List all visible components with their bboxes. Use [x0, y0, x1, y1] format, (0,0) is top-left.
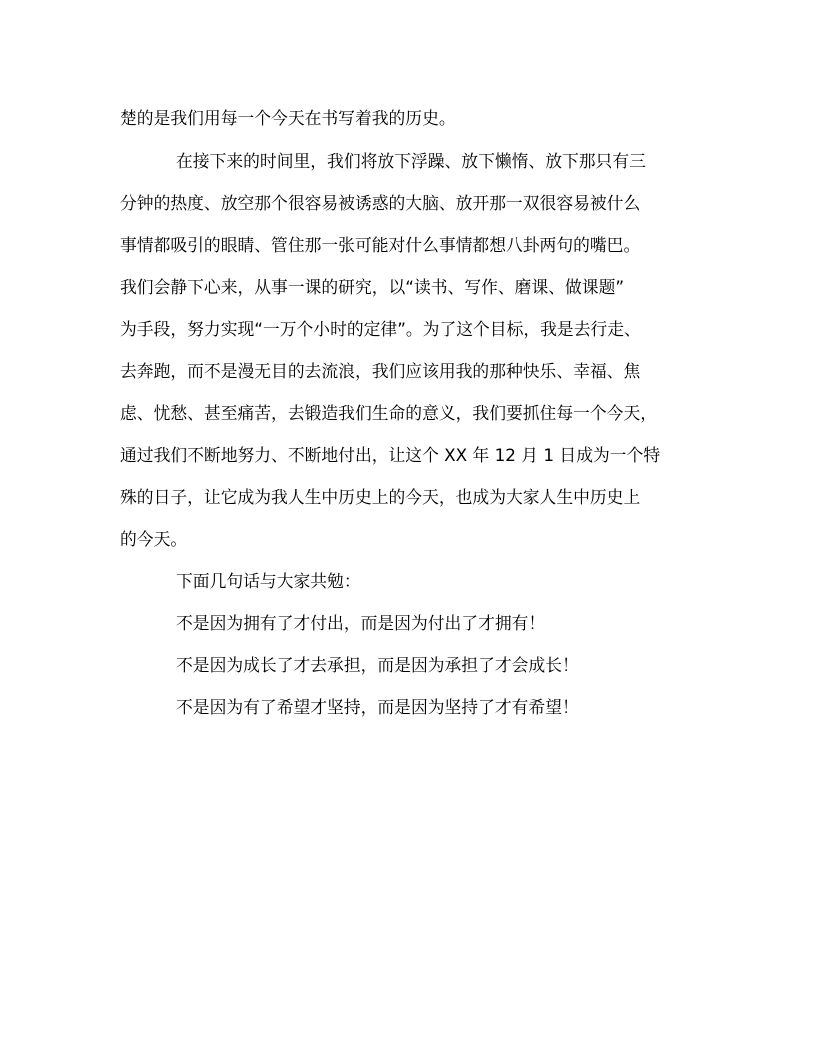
paragraph-line-7: 去奔跑，而不是漫无目的去流浪，我们应该用我的那种快乐、幸福、焦 [120, 361, 641, 381]
paragraph-line-3: 分钟的热度、放空那个很容易被诱惑的大脑、放开那一双很容易被什么 [120, 193, 641, 213]
paragraph-line-11: 的今天。 [120, 529, 188, 549]
paragraph-line-13: 不是因为拥有了才付出，而是因为付出了才拥有！ [176, 613, 546, 633]
paragraph-line-9: 通过我们不断地努力、不断地付出，让这个 XX 年 12 月 1 日成为一个特 [120, 445, 661, 465]
paragraph-line-4: 事情都吸引的眼睛、管住那一张可能对什么事情都想八卦两句的嘴巴。 [120, 235, 641, 255]
paragraph-line-5: 我们会静下心来，从事一课的研究，以“读书、写作、磨课、做课题” [120, 277, 625, 297]
paragraph-line-8: 虑、忧愁、甚至痛苦，去锻造我们生命的意义，我们要抓住每一个今天， [120, 403, 658, 423]
paragraph-line-2: 在接下来的时间里，我们将放下浮躁、放下懒惰、放下那只有三 [176, 151, 646, 171]
paragraph-line-12: 下面几句话与大家共勉： [176, 571, 361, 591]
paragraph-line-10: 殊的日子，让它成为我人生中历史上的今天，也成为大家人生中历史上 [120, 487, 641, 507]
paragraph-line-14: 不是因为成长了才去承担，而是因为承担了才会成长！ [176, 655, 579, 675]
paragraph-line-6: 为手段，努力实现“一万个小时的定律”。为了这个目标，我是去行走、 [120, 319, 641, 339]
paragraph-line-1: 楚的是我们用每一个今天在书写着我的历史。 [120, 108, 456, 128]
paragraph-line-15: 不是因为有了希望才坚持，而是因为坚持了才有希望！ [176, 697, 579, 717]
